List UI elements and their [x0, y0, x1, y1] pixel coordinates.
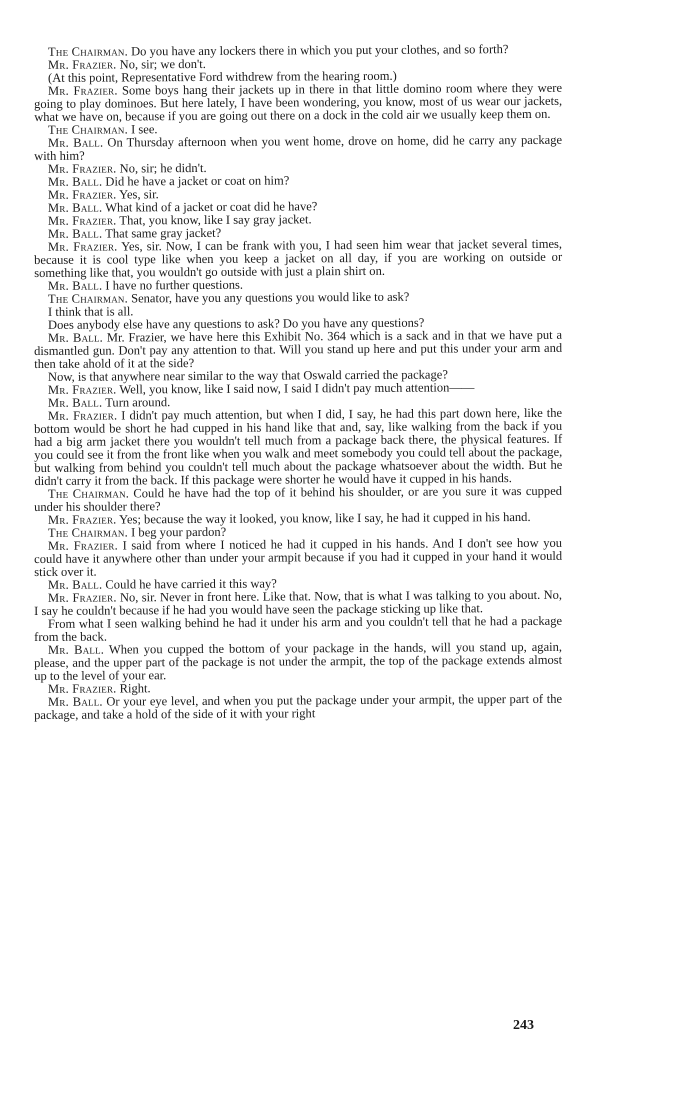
paragraph-text: On Thursday afternoon when you went home, drove on home, did he carry any package with him? — [34, 132, 563, 163]
paragraph-text: I didn't pay much attention, but when I did, I say, he had this part down here, like the bottom would be short he had cupped in his hand like that and, say, like walking from the back if you had a big arm jacket there you wouldn't tell much from a package back there, the physical features. If you could see it from the front like when you walk and meet somebody you could tell about the package, but walking from behind you couldn't tell much about the package whatsoever about the width. But he didn't carry it from the back. If this package were shorter he would have it cupped in his hands. — [34, 405, 563, 488]
speaker-name: Mr. Ball. — [47, 642, 105, 657]
speaker-name: Mr. Ball. — [47, 330, 104, 345]
speaker-name: Mr. Frazier. — [47, 83, 118, 98]
speaker-name: Mr. Frazier. — [47, 187, 117, 202]
paragraph-text: Yes; because the way it looked, you know, like I say, he had it cupped in his hand. — [116, 509, 531, 527]
speaker-name: The Chairman. — [47, 525, 128, 540]
speaker-name: Mr. Frazier. — [47, 161, 117, 176]
speaker-name: The Chairman. — [47, 486, 130, 501]
paragraph-text: No, sir; he didn't. — [116, 160, 207, 176]
speaker-name: Mr. Ball. — [47, 278, 103, 293]
testimony-paragraph — [34, 537, 562, 579]
paragraph-text: Yes, sir. — [116, 187, 159, 202]
paragraph-text: I think that is all. — [47, 304, 134, 319]
testimony-paragraph — [34, 407, 562, 488]
speaker-name: Mr. Frazier. — [47, 590, 117, 605]
testimony-text — [34, 42, 563, 722]
paragraph-text: From what I seen walking behind he had it under his arm and you couldn't tell that he had a package from the back. — [34, 613, 563, 644]
speaker-name: The Chairman. — [47, 44, 128, 59]
speaker-name: Mr. Frazier. — [47, 538, 118, 553]
speaker-name: Mr. Ball. — [47, 174, 103, 189]
speaker-name: Mr. Frazier. — [47, 408, 118, 423]
speaker-name: The Chairman. — [47, 291, 128, 306]
paragraph-text: Turn around. — [102, 395, 171, 410]
speaker-name: Mr. Frazier. — [47, 57, 117, 72]
testimony-paragraph — [34, 238, 562, 280]
paragraph-text: Or your eye level, and when you put the package under your armpit, the upper part of the package, and take a hold of the side of it with your right — [34, 691, 563, 722]
speaker-name: Mr. Ball. — [47, 135, 104, 150]
paragraph-text: That same gray jacket? — [102, 225, 222, 241]
paragraph-text: Senator, have you any questions you would like to ask? — [127, 289, 410, 306]
speaker-name: Mr. Ball. — [47, 577, 103, 592]
testimony-paragraph — [34, 82, 562, 124]
paragraph-text: When you cupped the bottom of your package in the hands, will you stand up, again, please, and the upper part of the package is not under the armpit, the top of the package extends almost up to the level of your ear. — [34, 639, 563, 683]
speaker-name: Mr. Frazier. — [47, 382, 117, 397]
testimony-paragraph — [34, 329, 562, 371]
paragraph-text: Could he have carried it this way? — [102, 576, 277, 592]
page-number: 243 — [513, 1018, 534, 1033]
paragraph-text: Mr. Frazier, we have here this Exhibit No. 364 which is a sack and in that we have put a dismantled gun. Don't pay any attention to that. Will you stand up here and put this under your arm and then take ahold of it at the side? — [34, 327, 563, 371]
paragraph-text: I have no further questions. — [102, 277, 244, 293]
speaker-name: Mr. Frazier. — [47, 213, 117, 228]
paragraph-text: No, sir. Never in front here. Like that. Now, that is what I was talking to you about. No, I say he couldn't because if he had you would have seen the package sticking up like that. — [34, 587, 563, 618]
paragraph-text: Yes, sir. Now, I can be frank with you, I had seen him wear that jacket several times, because it is cool type like when you keep a jacket on all day, if you are working on outside or something like that, you wouldn't go outside with just a plain shirt on. — [34, 236, 563, 280]
testimony-paragraph — [34, 693, 562, 722]
paragraph-text: Did he have a jacket or coat on him? — [102, 173, 290, 189]
paragraph-text: Now, is that anywhere near similar to the way that Oswald carried the package? — [47, 367, 448, 384]
testimony-paragraph — [34, 134, 562, 163]
paragraph-text: What kind of a jacket or coat did he have? — [102, 199, 318, 215]
paragraph-text: Some boys hang their jackets up in there in that little domino room where they were going to play dominoes. But here lately, I have been wondering, you know, most of us wear our jackets, what we have on, because if you are going out there on a dock in the cold air we usually keep them on. — [34, 80, 563, 124]
paragraph-text: I beg your pardon? — [127, 524, 227, 540]
paragraph-text: Right. — [116, 681, 151, 696]
speaker-name: Mr. Ball. — [47, 694, 103, 709]
speaker-name: Mr. Frazier. — [47, 681, 117, 696]
paragraph-text: Does anybody else have any questions to ask? Do you have any questions? — [47, 315, 425, 332]
paragraph-text: (At this point, Representative Ford withdrew from the hearing room.) — [47, 68, 397, 85]
speaker-name: Mr. Ball. — [47, 226, 103, 241]
speaker-name: The Chairman. — [47, 122, 128, 137]
paragraph-text: I said from where I noticed he had it cupped in his hands. And I don't see how you could have it anywhere other than under your armpit because if you had it cupped in your hand it would stick over it. — [34, 535, 563, 579]
paragraph-text: Well, you know, like I said now, I said I didn't pay much attention—— — [116, 380, 475, 397]
paragraph-text: I see. — [127, 122, 158, 137]
speaker-name: Mr. Ball. — [47, 200, 103, 215]
speaker-name: Mr. Frazier. — [47, 512, 117, 527]
testimony-paragraph — [34, 641, 562, 683]
paragraph-text: That, you know, like I say gray jacket. — [116, 212, 312, 228]
paragraph-text: Could he have had the top of it behind his shoulder, or are you sure it was cupped under his shoulder there? — [34, 483, 563, 514]
speaker-name: Mr. Frazier. — [47, 239, 118, 254]
paragraph-text: Do you have any lockers there in which you put your clothes, and so forth? — [127, 42, 509, 59]
paragraph-text: No, sir; we don't. — [116, 56, 206, 72]
speaker-name: Mr. Ball. — [47, 395, 103, 410]
